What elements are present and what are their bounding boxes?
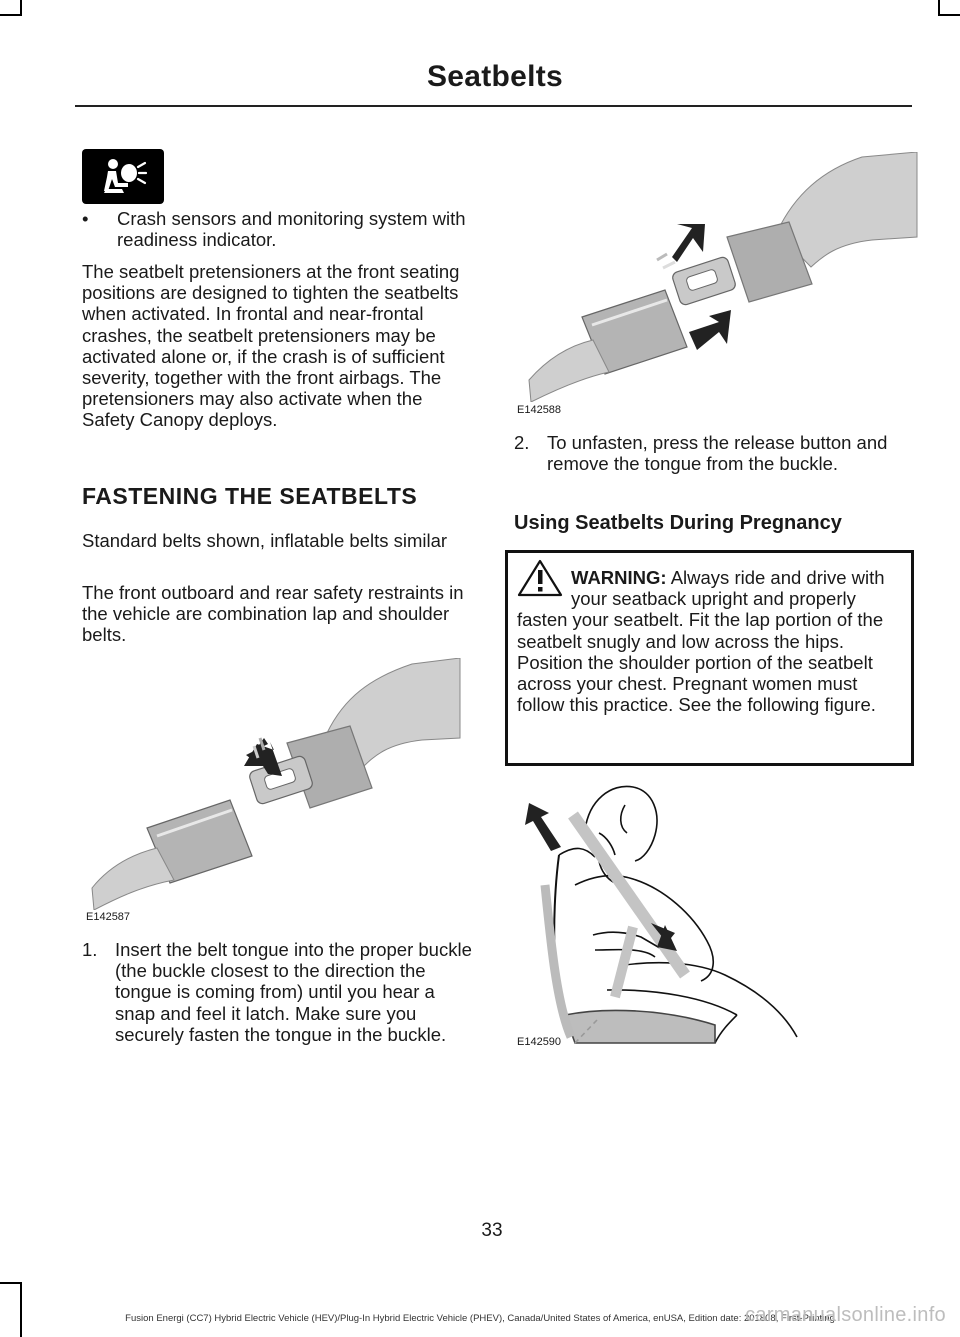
step-number: 2. — [514, 432, 530, 453]
subheading: Using Seatbelts During Pregnancy — [514, 512, 842, 534]
page-number: 33 — [481, 1220, 503, 1241]
bullet-item — [82, 208, 477, 250]
step-2 — [514, 432, 909, 474]
watermark: carmanualsonline.info — [745, 1304, 946, 1326]
step-text: Insert the belt tongue into the proper buckle (the buckle closest to the direction the tongue is coming from) until you hear a snap and feel it latch. Make sure you securely fasten the tongue in the buckle. — [115, 939, 472, 1045]
page-footer: Fusion Energi (CC7) Hybrid Electric Vehicle (HEV)/Plug-In Hybrid Electric Vehicle (PHEV), Canada/United States of America, enUSA, Edition date: 201808, First-Printing — [125, 1313, 835, 1324]
bullet-mark: • — [82, 208, 89, 229]
standard-belts-paragraph: Standard belts shown, inflatable belts similar — [82, 530, 448, 551]
figure-pregnancy-seatbelt — [515, 775, 805, 1047]
crop-mark-bottom-left-vertical — [20, 1282, 22, 1337]
figure-label: E142590 — [517, 1036, 562, 1048]
warning-text: Always ride and drive with your seatback upright and properly fasten your seatbelt. Fit the lap portion of the seatbelt snugly and low across the hips. Position the shoulder portion of the seatbelt across your chest. Pregnant women must follow this practice. See the following figure. — [517, 567, 885, 716]
crop-mark-top-right — [938, 14, 960, 16]
step-number: 1. — [82, 939, 98, 960]
figure-label: E142588 — [517, 404, 562, 416]
step-1 — [82, 939, 477, 1045]
crop-mark-bottom-left — [0, 1282, 22, 1284]
page-title: Seatbelts — [426, 60, 564, 93]
crop-mark-top-left-vertical — [20, 0, 22, 16]
warning-label: WARNING: — [571, 567, 667, 588]
airbag-warning-icon — [82, 149, 164, 204]
figure-label: E142587 — [86, 911, 131, 923]
crop-mark-top-right-vertical — [938, 0, 940, 16]
section-heading: FASTENING THE SEATBELTS — [82, 483, 418, 509]
figure-unfastening-seatbelt — [527, 152, 919, 402]
warning-triangle-icon — [517, 559, 563, 597]
figure-fastening-seatbelt — [82, 658, 462, 910]
restraints-paragraph: The front outboard and rear safety restraints in the vehicle are combination lap and shoulder belts. — [82, 582, 464, 646]
header-rule — [75, 105, 912, 107]
bullet-text: Crash sensors and monitoring system with readiness indicator. — [117, 208, 466, 251]
warning-box — [505, 550, 914, 766]
pretensioner-paragraph: The seatbelt pretensioners at the front seating positions are designed to tighten the seatbelts when activated. In frontal and near-frontal crashes, the seatbelt pretensioners may be activated alone or, if the crash is of sufficient severity, together with the front airbags. The pretensioners may also activate when the Safety Canopy deploys. — [82, 261, 460, 431]
step-text: To unfasten, press the release button and remove the tongue from the buckle. — [547, 432, 888, 475]
crop-mark-top-left — [0, 14, 22, 16]
